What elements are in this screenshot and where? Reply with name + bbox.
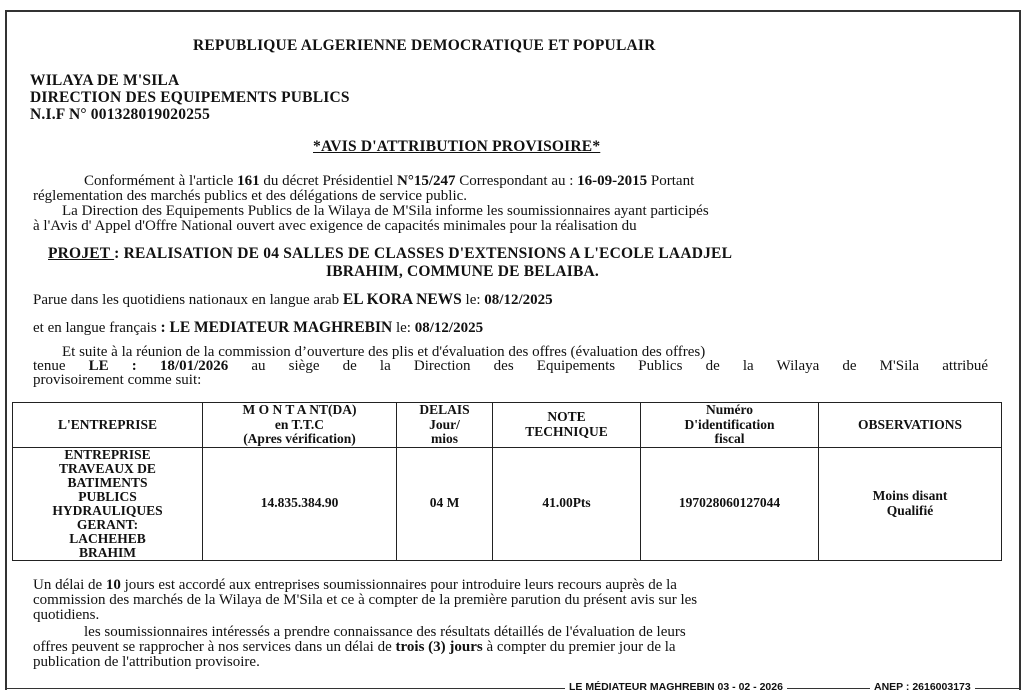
table-header-row — [13, 403, 1002, 448]
arab-date: 08/12/2025 — [484, 292, 553, 308]
project-line-2: IBRAHIM, COMMUNE DE BELAIBA. — [326, 263, 599, 280]
intro-text: Conformément à l'article — [84, 173, 238, 189]
closing-text: offres peuvent se rapprocher à nos services dans un délai de — [33, 639, 396, 655]
header-montant — [203, 403, 397, 448]
closing-line-2: commission des marchés de la Wilaya de M'Sila et ce à compter de la première parution du présent avis sur les — [33, 592, 698, 608]
direction-line: DIRECTION DES EQUIPEMENTS PUBLICS — [30, 89, 350, 106]
meeting-line-3: provisoirement comme suit: — [33, 372, 202, 388]
attribution-table — [12, 402, 1002, 561]
footer-newspaper: LE MÉDIATEUR MAGHREBIN 03 - 02 - 2026 — [565, 681, 787, 693]
republic-heading: REPUBLIQUE ALGERIENNE DEMOCRATIQUE ET POPULAIR — [193, 37, 656, 54]
closing-text: Un délai de — [33, 577, 106, 593]
observation-line: Moins disant — [872, 488, 948, 503]
header-text: DELAIS — [419, 402, 470, 417]
header-note-technique — [493, 403, 641, 448]
consult-days: trois (3) jours — [395, 639, 483, 655]
nif-line: N.I.F N° 001328019020255 — [30, 106, 211, 123]
entreprise-line: TRAVEAUX DE — [59, 460, 156, 476]
header-delais — [397, 403, 493, 448]
french-date: 08/12/2025 — [414, 320, 484, 336]
entreprise-line: GERANT: — [76, 516, 139, 532]
meeting-text: tenue — [33, 358, 89, 374]
meeting-text: au siège de la Direction des Equipements Publics de la Wilaya de M'Sila attribué — [228, 358, 989, 374]
header-text: Jour/ — [429, 416, 460, 432]
meeting-date: LE : 18/01/2026 — [88, 358, 229, 374]
project-name: : REALISATION DE 04 SALLES DE CLASSES D'EXTENSIONS A L'ECOLE LAADJEL — [114, 245, 733, 262]
entreprise-line: BRAHIM — [79, 544, 136, 560]
french-newspaper: : LE MEDIATEUR MAGHREBIN — [160, 319, 393, 336]
closing-text: à compter du premier jour de la — [482, 639, 676, 655]
cell-observations — [819, 447, 1002, 560]
publication-text: le: — [461, 292, 485, 308]
publication-arab — [33, 292, 553, 308]
publication-french — [33, 320, 483, 336]
intro-text: du décret Présidentiel — [259, 173, 398, 189]
header-text: (Apres vérification) — [243, 431, 356, 446]
meeting-line-1: Et suite à la réunion de la commission d’ouverture des plis et d'évaluation des offres (évaluation des offres) — [62, 344, 706, 360]
entreprise-line: ENTREPRISE — [64, 446, 151, 462]
cell-note: 41.00Pts — [493, 447, 641, 560]
header-entreprise — [13, 403, 203, 448]
cell-delais: 04 M — [397, 447, 493, 560]
publication-text: et en langue français — [33, 320, 161, 336]
cell-montant: 14.835.384.90 — [203, 447, 397, 560]
article-number: 161 — [237, 173, 260, 189]
decree-number: N°15/247 — [397, 173, 456, 189]
intro-line-1 — [84, 174, 694, 189]
decree-date: 16-09-2015 — [577, 173, 648, 189]
bottom-rule — [5, 688, 1019, 689]
cell-entreprise — [13, 447, 203, 560]
header-observations — [819, 403, 1002, 448]
intro-text: Portant — [647, 173, 695, 189]
intro-line-2: réglementation des marchés publics et des délégations de service public. — [33, 188, 468, 204]
closing-line-4: les soumissionnaires intéressés a prendre connaissance des résultats détaillés de l'évaluation de leurs — [84, 624, 686, 640]
intro-line-3: La Direction des Equipements Publics de la Wilaya de M'Sila informe les soumissionnaires ayant participés — [62, 203, 709, 219]
closing-line-6: publication de l'attribution provisoire. — [33, 654, 260, 670]
publication-text: le: — [392, 320, 415, 336]
header-text: en T.T.C — [274, 416, 325, 432]
header-text: Numéro — [706, 402, 753, 417]
header-text: M O N T A NT(DA) — [242, 402, 357, 417]
entreprise-line: BATIMENTS — [67, 474, 148, 490]
table-row — [13, 447, 1002, 560]
footer-anep: ANEP : 2616003173 — [870, 681, 975, 693]
observation-line: Qualifié — [886, 502, 934, 518]
notice-title: *AVIS D'ATTRIBUTION PROVISOIRE* — [313, 138, 601, 155]
publication-text: Parue dans les quotidiens nationaux en langue arab — [33, 292, 343, 308]
entreprise-line: HYDRAULIQUES — [52, 502, 163, 518]
project-label: PROJET — [48, 245, 115, 262]
header-text: OBSERVATIONS — [857, 416, 963, 432]
intro-line-4: à l'Avis d' Appel d'Offre National ouvert avec exigence de capacités minimales pour la réalisation du — [33, 218, 637, 234]
header-nif — [641, 403, 819, 448]
header-text: fiscal — [714, 431, 745, 446]
header-text: NOTE — [547, 409, 586, 425]
closing-text: jours est accordé aux entreprises soumissionnaires pour introduire leurs recours auprès de la — [120, 577, 677, 593]
header-text: D'identification — [684, 416, 775, 432]
cell-nif: 197028060127044 — [641, 447, 819, 560]
entreprise-line: LACHEHEB — [69, 530, 146, 546]
closing-line-1 — [33, 578, 677, 593]
closing-line-3: quotidiens. — [33, 607, 100, 623]
entreprise-line: PUBLICS — [78, 488, 137, 504]
wilaya-line: WILAYA DE M'SILA — [30, 72, 180, 89]
intro-text: Correspondant au : — [455, 173, 578, 189]
header-text: mios — [431, 431, 458, 446]
arab-newspaper: EL KORA NEWS — [342, 291, 462, 308]
header-text: TECHNIQUE — [525, 423, 608, 439]
project-line-1 — [48, 245, 732, 263]
header-text: L'ENTREPRISE — [57, 416, 158, 432]
closing-line-5 — [33, 640, 676, 655]
appeal-days: 10 — [105, 577, 121, 593]
